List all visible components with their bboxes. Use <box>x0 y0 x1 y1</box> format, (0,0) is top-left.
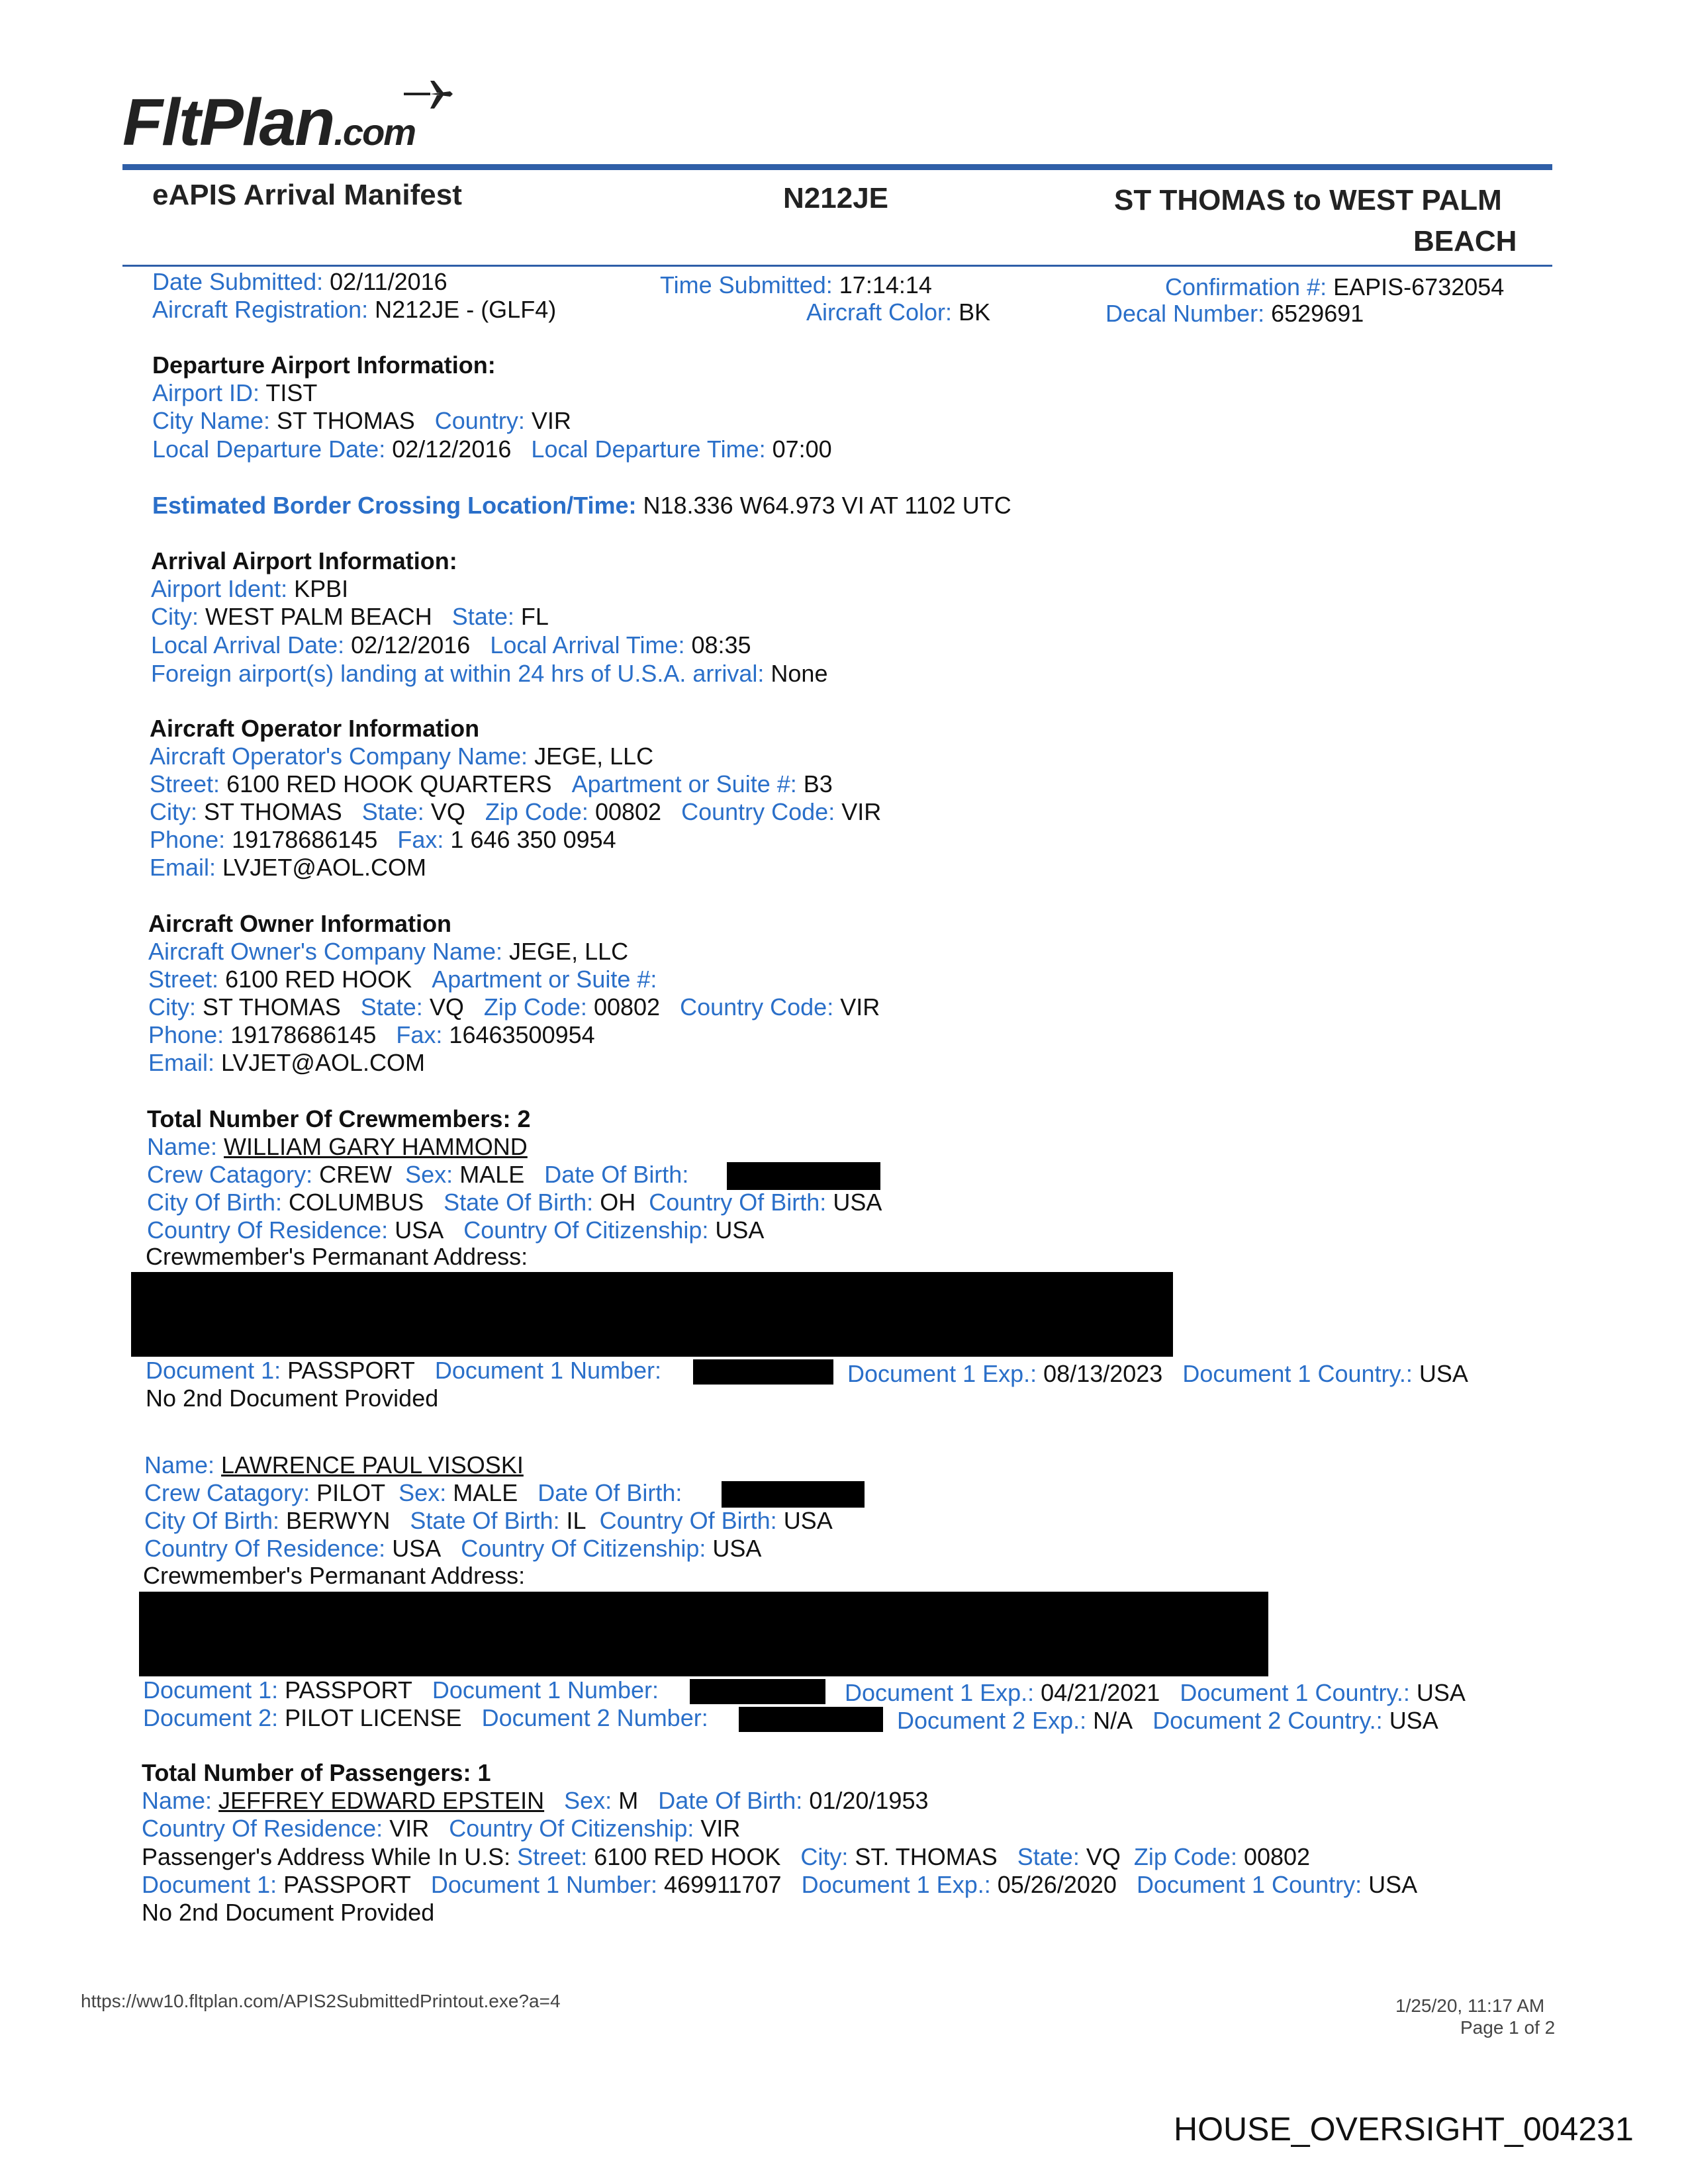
label: Document 1 Exp.: <box>845 1679 1035 1706</box>
value: PASSPORT <box>283 1871 411 1898</box>
label: Name: <box>142 1787 212 1814</box>
label: Street: <box>517 1843 588 1870</box>
value: None <box>771 660 828 687</box>
label: Local Departure Date: <box>152 435 386 463</box>
label: Country Code: <box>680 993 834 1021</box>
label: State: <box>451 603 514 630</box>
label: Date Submitted: <box>152 268 324 295</box>
label: Country Of Residence: <box>142 1815 383 1842</box>
label: Local Arrival Time: <box>490 631 685 659</box>
value: 19178686145 <box>230 1021 377 1048</box>
airplane-icon <box>404 79 457 113</box>
value: ST THOMAS <box>277 407 415 434</box>
logo-suffix: .com <box>334 111 416 153</box>
value: BERWYN <box>286 1507 391 1534</box>
footer-page: Page 1 of 2 <box>1460 2017 1556 2038</box>
label: City: <box>148 993 196 1021</box>
value: COLUMBUS <box>289 1189 424 1216</box>
label: Document 1: <box>142 1871 277 1898</box>
value: PASSPORT <box>285 1676 412 1704</box>
crew1-doc1-exp <box>847 1360 1468 1388</box>
operator-street-line <box>150 770 833 798</box>
label: Zip Code: <box>483 993 587 1021</box>
operator-email <box>150 854 426 882</box>
value: JEGE, LLC <box>509 938 629 965</box>
label: Document 1 Number: <box>432 1676 659 1704</box>
decal-number <box>1105 300 1364 328</box>
border-crossing <box>152 492 1011 520</box>
value: VQ <box>429 993 464 1021</box>
label: City: <box>150 798 197 825</box>
label: Document 1 Exp.: <box>801 1871 991 1898</box>
value: USA <box>1419 1360 1468 1387</box>
value: B3 <box>803 770 833 797</box>
passenger-residence-line <box>142 1815 740 1843</box>
label: Country Of Citizenship: <box>461 1535 706 1562</box>
value: ST. THOMAS <box>855 1843 998 1870</box>
value: USA <box>395 1216 444 1244</box>
owner-phone-line <box>148 1021 595 1049</box>
redaction-box <box>722 1481 865 1508</box>
value: VQ <box>1086 1843 1121 1870</box>
aircraft-color <box>806 298 990 326</box>
footer-datetime: 1/25/20, 11:17 AM <box>1395 1995 1545 2016</box>
label: Phone: <box>148 1021 224 1048</box>
time-submitted <box>660 271 932 299</box>
crew2-name-line <box>144 1451 524 1479</box>
value: USA <box>1368 1871 1418 1898</box>
label: Local Departure Time: <box>531 435 766 463</box>
redaction-box <box>690 1679 825 1704</box>
label: Confirmation #: <box>1165 273 1327 300</box>
value: 00802 <box>594 798 662 825</box>
label: Email: <box>148 1049 215 1076</box>
label: Zip Code: <box>1133 1843 1237 1870</box>
header-subrule <box>122 265 1552 267</box>
label: Country Of Citizenship: <box>463 1216 709 1244</box>
value: ST THOMAS <box>204 798 342 825</box>
crew-name: WILLIAM GARY HAMMOND <box>224 1133 528 1160</box>
label: Crew Catagory: <box>144 1479 310 1506</box>
bates-number: HOUSE_OVERSIGHT_004231 <box>1174 2111 1634 2148</box>
label: Passenger's Address While In U.S: <box>142 1843 511 1870</box>
value: LVJET@AOL.COM <box>221 1049 425 1076</box>
label: Document 1 Country: <box>1136 1871 1362 1898</box>
label: Aircraft Color: <box>806 298 953 326</box>
value: USA <box>783 1507 833 1534</box>
label: State: <box>1017 1843 1080 1870</box>
label: City Name: <box>152 407 271 434</box>
label: City: <box>800 1843 849 1870</box>
value: 01/20/1953 <box>809 1787 929 1814</box>
value: JEGE, LLC <box>534 743 654 770</box>
label: Name: <box>144 1451 215 1479</box>
label: Date Of Birth: <box>544 1161 689 1188</box>
passenger-no-doc2: No 2nd Document Provided <box>142 1899 435 1926</box>
label: Crew Catagory: <box>147 1161 313 1188</box>
label: Street: <box>150 770 220 797</box>
passenger-doc1-line <box>142 1871 1417 1899</box>
value: LVJET@AOL.COM <box>222 854 426 881</box>
label: Country Of Citizenship: <box>449 1815 694 1842</box>
value: N18.336 W64.973 VI AT 1102 UTC <box>643 492 1011 519</box>
value: 6100 RED HOOK QUARTERS <box>226 770 552 797</box>
crew2-doc2-exp <box>897 1707 1438 1735</box>
departure-airport-id <box>152 379 317 407</box>
value: 1 646 350 0954 <box>450 826 616 853</box>
label: Date Of Birth: <box>658 1787 803 1814</box>
fltplan-logo <box>122 85 473 164</box>
redaction-box <box>693 1359 833 1385</box>
value: 19178686145 <box>232 826 378 853</box>
label: Decal Number: <box>1105 300 1265 327</box>
value: USA <box>712 1535 762 1562</box>
value: VIR <box>700 1815 741 1842</box>
value: USA <box>833 1189 882 1216</box>
label: Sex: <box>564 1787 612 1814</box>
arrival-date-line <box>151 631 751 659</box>
label: Aircraft Registration: <box>152 296 369 323</box>
label: State Of Birth: <box>444 1189 594 1216</box>
value: VIR <box>841 798 882 825</box>
value: PILOT LICENSE <box>285 1704 462 1731</box>
value: USA <box>392 1535 442 1562</box>
value: FL <box>520 603 549 630</box>
label: Date Of Birth: <box>538 1479 682 1506</box>
crew2-doc1-line <box>143 1676 659 1704</box>
value: PASSPORT <box>287 1357 415 1384</box>
value: 16463500954 <box>449 1021 595 1048</box>
label: Email: <box>150 854 216 881</box>
label: Document 1: <box>143 1676 279 1704</box>
label: Sex: <box>399 1479 447 1506</box>
crew1-birth-line <box>147 1189 882 1216</box>
crew2-doc1-exp <box>845 1679 1466 1707</box>
label: Local Arrival Date: <box>151 631 345 659</box>
value: VIR <box>389 1815 430 1842</box>
value: M <box>618 1787 639 1814</box>
route-line-1: ST THOMAS to WEST PALM <box>1114 184 1502 216</box>
label: Country Of Birth: <box>599 1507 777 1534</box>
arrival-city-line <box>151 603 549 631</box>
operator-city-line <box>150 798 881 826</box>
aircraft-registration <box>152 296 556 324</box>
label: Zip Code: <box>485 798 588 825</box>
value: 17:14:14 <box>839 271 932 298</box>
value: VIR <box>531 407 571 434</box>
value: N/A <box>1093 1707 1133 1734</box>
crew1-no-doc2: No 2nd Document Provided <box>146 1385 439 1412</box>
value: MALE <box>459 1161 525 1188</box>
value: PILOT <box>316 1479 386 1506</box>
logo-text <box>122 85 415 161</box>
owner-street-line <box>148 966 657 993</box>
label: Name: <box>147 1133 218 1160</box>
label: Aircraft Operator's Company Name: <box>150 743 528 770</box>
crew2-doc2-line <box>143 1704 708 1732</box>
label: Street: <box>148 966 219 993</box>
value: USA <box>1416 1679 1466 1706</box>
value: BK <box>959 298 991 326</box>
label: City Of Birth: <box>147 1189 283 1216</box>
value: 6100 RED HOOK <box>594 1843 781 1870</box>
crew2-residence-line <box>144 1535 761 1563</box>
departure-city-line <box>152 407 571 435</box>
value: ST THOMAS <box>203 993 341 1021</box>
label: Document 2: <box>143 1704 279 1731</box>
crew-heading: Total Number Of Crewmembers: 2 <box>147 1105 531 1132</box>
label: Country Of Birth: <box>649 1189 827 1216</box>
label: Document 2 Country.: <box>1152 1707 1383 1734</box>
label: Apartment or Suite #: <box>571 770 797 797</box>
operator-company <box>150 743 653 770</box>
label: Document 1 Country.: <box>1182 1360 1413 1387</box>
label: State Of Birth: <box>410 1507 560 1534</box>
label: Fax: <box>396 1021 443 1048</box>
value: IL <box>566 1507 586 1534</box>
crew2-address-label: Crewmember's Permanant Address: <box>143 1562 526 1589</box>
redaction-box <box>739 1707 883 1732</box>
operator-heading: Aircraft Operator Information <box>150 715 480 742</box>
value: EAPIS-6732054 <box>1333 273 1505 300</box>
header-rule <box>122 164 1552 170</box>
passenger-address-line <box>142 1843 1310 1871</box>
value: OH <box>600 1189 636 1216</box>
value: MALE <box>453 1479 518 1506</box>
label: State: <box>361 798 424 825</box>
confirmation <box>1165 273 1504 301</box>
value: 469911707 <box>664 1871 782 1898</box>
crew2-category-line <box>144 1479 682 1507</box>
arrival-heading: Arrival Airport Information: <box>151 547 457 574</box>
value: 07:00 <box>772 435 832 463</box>
value: USA <box>715 1216 765 1244</box>
redaction-box <box>139 1592 1268 1676</box>
footer-url: https://ww10.fltplan.com/APIS2SubmittedPrintout.exe?a=4 <box>81 1991 561 2011</box>
label: Sex: <box>405 1161 453 1188</box>
label: Estimated Border Crossing Location/Time: <box>152 492 637 519</box>
value: VIR <box>840 993 880 1021</box>
value: TIST <box>265 379 318 406</box>
label: Document 1 Number: <box>434 1357 662 1384</box>
value: 6100 RED HOOK <box>225 966 412 993</box>
label: Aircraft Owner's Company Name: <box>148 938 503 965</box>
label: Country Of Residence: <box>144 1535 386 1562</box>
passengers-heading: Total Number of Passengers: 1 <box>142 1759 491 1786</box>
label: Country Code: <box>681 798 835 825</box>
label: City: <box>151 603 199 630</box>
value: N212JE - (GLF4) <box>375 296 557 323</box>
value: 00802 <box>1243 1843 1311 1870</box>
crew2-birth-line <box>144 1507 833 1535</box>
arrival-ident <box>151 575 348 603</box>
passenger-name-line <box>142 1787 929 1815</box>
label: Airport Ident: <box>151 575 288 602</box>
label: Apartment or Suite #: <box>432 966 657 993</box>
departure-date-line <box>152 435 832 463</box>
label: Document 1 Exp.: <box>847 1360 1037 1387</box>
label: Fax: <box>397 826 444 853</box>
label: Airport ID: <box>152 379 260 406</box>
departure-heading: Departure Airport Information: <box>152 351 496 379</box>
label: Foreign airport(s) landing at within 24 hrs of U.S.A. arrival: <box>151 660 765 687</box>
label: State: <box>360 993 423 1021</box>
label: Phone: <box>150 826 226 853</box>
value: 05/26/2020 <box>997 1871 1117 1898</box>
owner-heading: Aircraft Owner Information <box>148 910 452 937</box>
value: 04/21/2021 <box>1041 1679 1160 1706</box>
date-submitted <box>152 268 447 296</box>
redaction-box <box>727 1162 880 1190</box>
value: WEST PALM BEACH <box>205 603 432 630</box>
logo-main: FltPlan <box>122 85 334 159</box>
operator-phone-line <box>150 826 616 854</box>
manifest-title: eAPIS Arrival Manifest <box>152 179 462 211</box>
label: Country Of Residence: <box>147 1216 389 1244</box>
crew1-residence-line <box>147 1216 764 1244</box>
value: 02/12/2016 <box>392 435 512 463</box>
passenger-name: JEFFREY EDWARD EPSTEIN <box>218 1787 545 1814</box>
value: 08:35 <box>691 631 751 659</box>
crew1-name-line <box>147 1133 528 1161</box>
value: 02/12/2016 <box>351 631 471 659</box>
redaction-box <box>131 1272 1173 1357</box>
arrival-foreign-line <box>151 660 827 688</box>
crew-name: LAWRENCE PAUL VISOSKI <box>221 1451 524 1479</box>
label: Document 1 Number: <box>430 1871 658 1898</box>
crew1-address-label: Crewmember's Permanant Address: <box>146 1243 528 1270</box>
owner-company <box>148 938 628 966</box>
value: 02/11/2016 <box>330 268 447 295</box>
tail-number: N212JE <box>783 182 889 214</box>
owner-city-line <box>148 993 880 1021</box>
label: Document 2 Number: <box>481 1704 708 1731</box>
value: 6529691 <box>1271 300 1364 327</box>
label: Time Submitted: <box>660 271 833 298</box>
value: KPBI <box>294 575 349 602</box>
value: 08/13/2023 <box>1043 1360 1163 1387</box>
crew1-category-line <box>147 1161 688 1189</box>
value: CREW <box>319 1161 393 1188</box>
label: Document 1 Country.: <box>1180 1679 1410 1706</box>
value: VQ <box>430 798 465 825</box>
crew1-doc1-line <box>146 1357 661 1385</box>
value: 00802 <box>593 993 661 1021</box>
label: Document 1: <box>146 1357 281 1384</box>
value: USA <box>1389 1707 1438 1734</box>
owner-email <box>148 1049 425 1077</box>
label: Document 2 Exp.: <box>897 1707 1087 1734</box>
label: Country: <box>434 407 525 434</box>
route-line-2: BEACH <box>1413 225 1517 257</box>
label: City Of Birth: <box>144 1507 280 1534</box>
